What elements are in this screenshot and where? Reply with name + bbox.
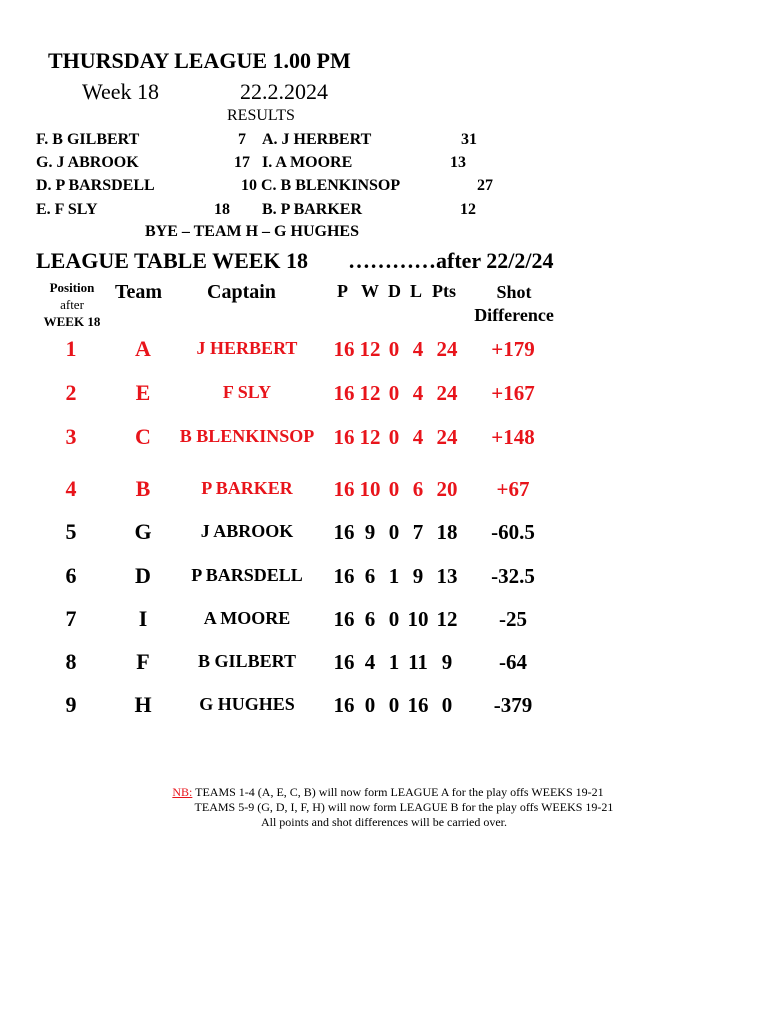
result-score1: 7 bbox=[238, 131, 246, 148]
result-score2: 31 bbox=[461, 131, 477, 148]
w-cell: 9 bbox=[364, 520, 376, 544]
shot-difference-cell: +167 bbox=[491, 381, 535, 405]
shot-difference-cell: -60.5 bbox=[491, 520, 535, 544]
pts-cell: 9 bbox=[441, 650, 453, 674]
header-l: L bbox=[410, 281, 423, 301]
l-cell: 9 bbox=[412, 564, 424, 588]
result-team2: A. J HERBERT bbox=[262, 131, 372, 148]
header-pts: Pts bbox=[432, 281, 456, 301]
position-cell: 2 bbox=[65, 380, 77, 405]
header-position-line: Position bbox=[49, 280, 95, 295]
footer-line-1-text: TEAMS 1-4 (A, E, C, B) will now form LEAGUE A for the play offs WEEKS 19-21 bbox=[192, 785, 604, 799]
pts-cell: 13 bbox=[436, 564, 458, 588]
pts-cell: 18 bbox=[436, 520, 458, 544]
l-cell: 4 bbox=[412, 381, 424, 405]
team-cell: H bbox=[134, 692, 152, 717]
p-cell: 16 bbox=[333, 381, 355, 405]
footer-note bbox=[0, 785, 768, 830]
header-shot-line: Shot bbox=[496, 282, 532, 302]
p-cell: 16 bbox=[333, 520, 355, 544]
position-cell: 8 bbox=[65, 649, 77, 674]
shot-difference-cell: -64 bbox=[499, 650, 527, 674]
captain-cell: J HERBERT bbox=[196, 338, 298, 358]
p-cell: 16 bbox=[333, 564, 355, 588]
position-cell: 5 bbox=[65, 519, 77, 544]
d-cell: 0 bbox=[388, 477, 400, 501]
result-score2: 12 bbox=[460, 201, 476, 218]
result-score2: 27 bbox=[477, 177, 493, 194]
w-cell: 6 bbox=[364, 564, 376, 588]
d-cell: 0 bbox=[388, 607, 400, 631]
result-score1: 10 bbox=[241, 177, 257, 194]
captain-cell: A MOORE bbox=[203, 608, 291, 628]
pts-cell: 20 bbox=[436, 477, 458, 501]
position-cell: 9 bbox=[65, 692, 77, 717]
w-cell: 12 bbox=[359, 425, 381, 449]
pts-cell: 0 bbox=[441, 693, 453, 717]
header-shot-difference bbox=[468, 281, 560, 327]
team-cell: I bbox=[138, 606, 148, 631]
shot-difference-cell: -25 bbox=[499, 607, 527, 631]
result-team2: C. B BLENKINSOP bbox=[261, 177, 401, 194]
result-team1: G. J ABROOK bbox=[36, 154, 139, 171]
result-team2: I. A MOORE bbox=[262, 154, 353, 171]
d-cell: 0 bbox=[388, 520, 400, 544]
results-heading: RESULTS bbox=[227, 107, 295, 124]
page-title: THURSDAY LEAGUE 1.00 PM bbox=[48, 48, 351, 73]
p-cell: 16 bbox=[333, 650, 355, 674]
p-cell: 16 bbox=[333, 607, 355, 631]
d-cell: 0 bbox=[388, 693, 400, 717]
w-cell: 12 bbox=[359, 337, 381, 361]
captain-cell: G HUGHES bbox=[199, 694, 295, 714]
header-d: D bbox=[388, 281, 401, 301]
position-cell: 6 bbox=[65, 563, 77, 588]
result-team1: D. P BARSDELL bbox=[36, 177, 155, 194]
team-cell: D bbox=[135, 563, 151, 588]
d-cell: 0 bbox=[388, 381, 400, 405]
date-label: 22.2.2024 bbox=[240, 79, 328, 104]
w-cell: 10 bbox=[359, 477, 381, 501]
team-cell: E bbox=[135, 380, 151, 405]
week-label: Week 18 bbox=[82, 79, 160, 104]
captain-cell: F SLY bbox=[222, 382, 272, 402]
d-cell: 1 bbox=[388, 564, 400, 588]
team-cell: C bbox=[135, 424, 151, 449]
header-captain: Captain bbox=[207, 281, 276, 303]
header-position-line: after bbox=[60, 297, 84, 312]
l-cell: 4 bbox=[412, 337, 424, 361]
captain-cell: P BARKER bbox=[201, 478, 293, 498]
result-team1: E. F SLY bbox=[36, 201, 98, 218]
position-cell: 4 bbox=[65, 476, 77, 501]
header-w: W bbox=[361, 281, 379, 301]
pts-cell: 24 bbox=[436, 337, 458, 361]
header-p: P bbox=[337, 281, 348, 301]
header-position-line: WEEK 18 bbox=[43, 314, 101, 329]
l-cell: 7 bbox=[412, 520, 424, 544]
league-table-title: LEAGUE TABLE WEEK 18 bbox=[36, 248, 309, 273]
captain-cell: J ABROOK bbox=[200, 521, 294, 541]
position-cell: 3 bbox=[65, 424, 77, 449]
team-cell: B bbox=[135, 476, 151, 501]
p-cell: 16 bbox=[333, 425, 355, 449]
nb-label: NB: bbox=[172, 785, 193, 799]
d-cell: 0 bbox=[388, 337, 400, 361]
shot-difference-cell: -32.5 bbox=[491, 564, 535, 588]
p-cell: 16 bbox=[333, 337, 355, 361]
p-cell: 16 bbox=[333, 477, 355, 501]
captain-cell: P BARSDELL bbox=[191, 565, 303, 585]
shot-difference-cell: +148 bbox=[491, 425, 535, 449]
header-position bbox=[36, 279, 108, 330]
w-cell: 12 bbox=[359, 381, 381, 405]
l-cell: 10 bbox=[407, 607, 429, 631]
team-cell: G bbox=[134, 519, 152, 544]
team-cell: A bbox=[135, 336, 151, 361]
footer-line-2: TEAMS 5-9 (G, D, I, F, H) will now form LEAGUE B for the play offs WEEKS 19-21 bbox=[194, 800, 614, 814]
shot-difference-cell: +67 bbox=[496, 477, 530, 501]
pts-cell: 24 bbox=[436, 425, 458, 449]
header-team: Team bbox=[115, 281, 163, 303]
position-cell: 7 bbox=[65, 606, 77, 631]
position-cell: 1 bbox=[65, 336, 77, 361]
footer-line-1 bbox=[8, 785, 768, 800]
league-table-after: …………after 22/2/24 bbox=[348, 248, 554, 273]
result-score2: 13 bbox=[450, 154, 466, 171]
l-cell: 4 bbox=[412, 425, 424, 449]
w-cell: 0 bbox=[364, 693, 376, 717]
bye-note: BYE – TEAM H – G HUGHES bbox=[145, 223, 359, 240]
l-cell: 6 bbox=[412, 477, 424, 501]
result-score1: 17 bbox=[234, 154, 250, 171]
result-score1: 18 bbox=[214, 201, 230, 218]
shot-difference-cell: -379 bbox=[493, 693, 533, 717]
result-team2: B. P BARKER bbox=[262, 201, 363, 218]
l-cell: 16 bbox=[407, 693, 429, 717]
captain-cell: B GILBERT bbox=[198, 651, 296, 671]
header-shot-line: Difference bbox=[474, 305, 554, 325]
footer-line-3: All points and shot differences will be carried over. bbox=[260, 815, 508, 829]
team-cell: F bbox=[136, 649, 150, 674]
d-cell: 1 bbox=[388, 650, 400, 674]
pts-cell: 12 bbox=[436, 607, 458, 631]
result-team1: F. B GILBERT bbox=[36, 131, 140, 148]
w-cell: 4 bbox=[364, 650, 376, 674]
l-cell: 11 bbox=[408, 650, 428, 674]
w-cell: 6 bbox=[364, 607, 376, 631]
pts-cell: 24 bbox=[436, 381, 458, 405]
shot-difference-cell: +179 bbox=[491, 337, 535, 361]
p-cell: 16 bbox=[333, 693, 355, 717]
d-cell: 0 bbox=[388, 425, 400, 449]
captain-cell: B BLENKINSOP bbox=[179, 426, 315, 446]
